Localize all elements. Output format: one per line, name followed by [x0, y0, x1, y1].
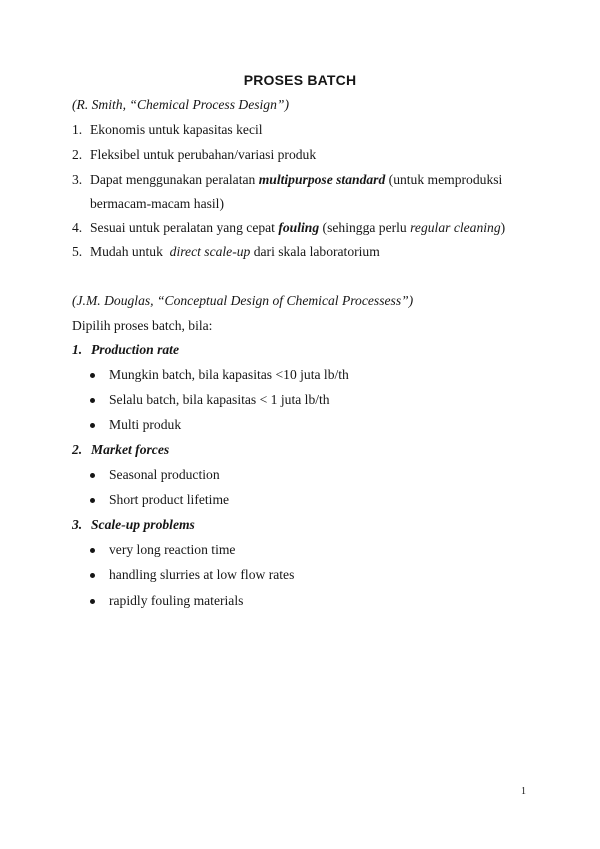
list-text: Dapat menggunakan peralatan	[90, 172, 259, 187]
reference-smith: (R. Smith, “Chemical Process Design”)	[72, 97, 289, 112]
bullet-text: Short product lifetime	[109, 492, 230, 507]
bullet-text: Mungkin batch, bila kapasitas <10 juta lb/th	[109, 367, 349, 382]
group-heading-text: Production rate	[91, 342, 179, 357]
emphasis-text: fouling	[278, 220, 320, 235]
list-number: 3.	[72, 172, 83, 187]
bullet-icon	[90, 398, 95, 403]
list-number: 1.	[72, 122, 83, 137]
group-heading-scale-up-problems	[72, 517, 195, 533]
group-heading-text: Scale-up problems	[91, 517, 195, 532]
bullet-icon	[90, 599, 95, 604]
list-text: Fleksibel untuk perubahan/variasi produk	[90, 147, 317, 162]
list-item	[72, 172, 502, 188]
reference-douglas: (J.M. Douglas, “Conceptual Design of Chemical Processess”)	[72, 293, 414, 308]
list-text: dari skala laboratorium	[250, 244, 380, 259]
bullet-icon	[90, 498, 95, 503]
group-heading-market-forces	[72, 442, 169, 458]
bullet-text: Multi produk	[109, 417, 182, 432]
group-heading-production-rate	[72, 342, 179, 358]
list-text: Sesuai untuk peralatan yang cepat	[90, 220, 279, 235]
list-item	[72, 147, 316, 163]
document-title: PROSES BATCH	[243, 72, 357, 88]
italic-text: direct scale-up	[169, 244, 251, 259]
list-number: 2.	[72, 147, 83, 162]
list-text: Mudah untuk	[90, 244, 170, 259]
list-text: (sehingga perlu	[319, 220, 411, 235]
group-number: 3.	[72, 517, 83, 532]
bullet-icon	[90, 373, 95, 378]
list-number: 5.	[72, 244, 83, 259]
group-number: 2.	[72, 442, 83, 457]
list-text: (untuk memproduksi	[385, 172, 503, 187]
bullet-text: rapidly fouling materials	[109, 593, 244, 608]
bullet-icon	[90, 473, 95, 478]
group-number: 1.	[72, 342, 83, 357]
list-text: Ekonomis untuk kapasitas kecil	[90, 122, 263, 137]
bullet-text: handling slurries at low flow rates	[109, 567, 295, 582]
list-item	[72, 122, 263, 138]
italic-text: regular cleaning	[410, 220, 501, 235]
list-item	[72, 244, 380, 260]
list-text: )	[500, 220, 506, 235]
page-number: 1	[521, 786, 526, 797]
intro-text: Dipilih proses batch, bila:	[72, 318, 213, 333]
bullet-text: Selalu batch, bila kapasitas < 1 juta lb/th	[109, 392, 330, 407]
bullet-text: Seasonal production	[109, 467, 220, 482]
group-heading-text: Market forces	[91, 442, 170, 457]
list-item	[72, 220, 505, 236]
bullet-icon	[90, 573, 95, 578]
list-number: 4.	[72, 220, 83, 235]
bullet-text: very long reaction time	[109, 542, 236, 557]
list-item-continuation: bermacam-macam hasil)	[90, 196, 224, 211]
emphasis-text: multipurpose standard	[258, 172, 386, 187]
bullet-icon	[90, 423, 95, 428]
bullet-icon	[90, 548, 95, 553]
